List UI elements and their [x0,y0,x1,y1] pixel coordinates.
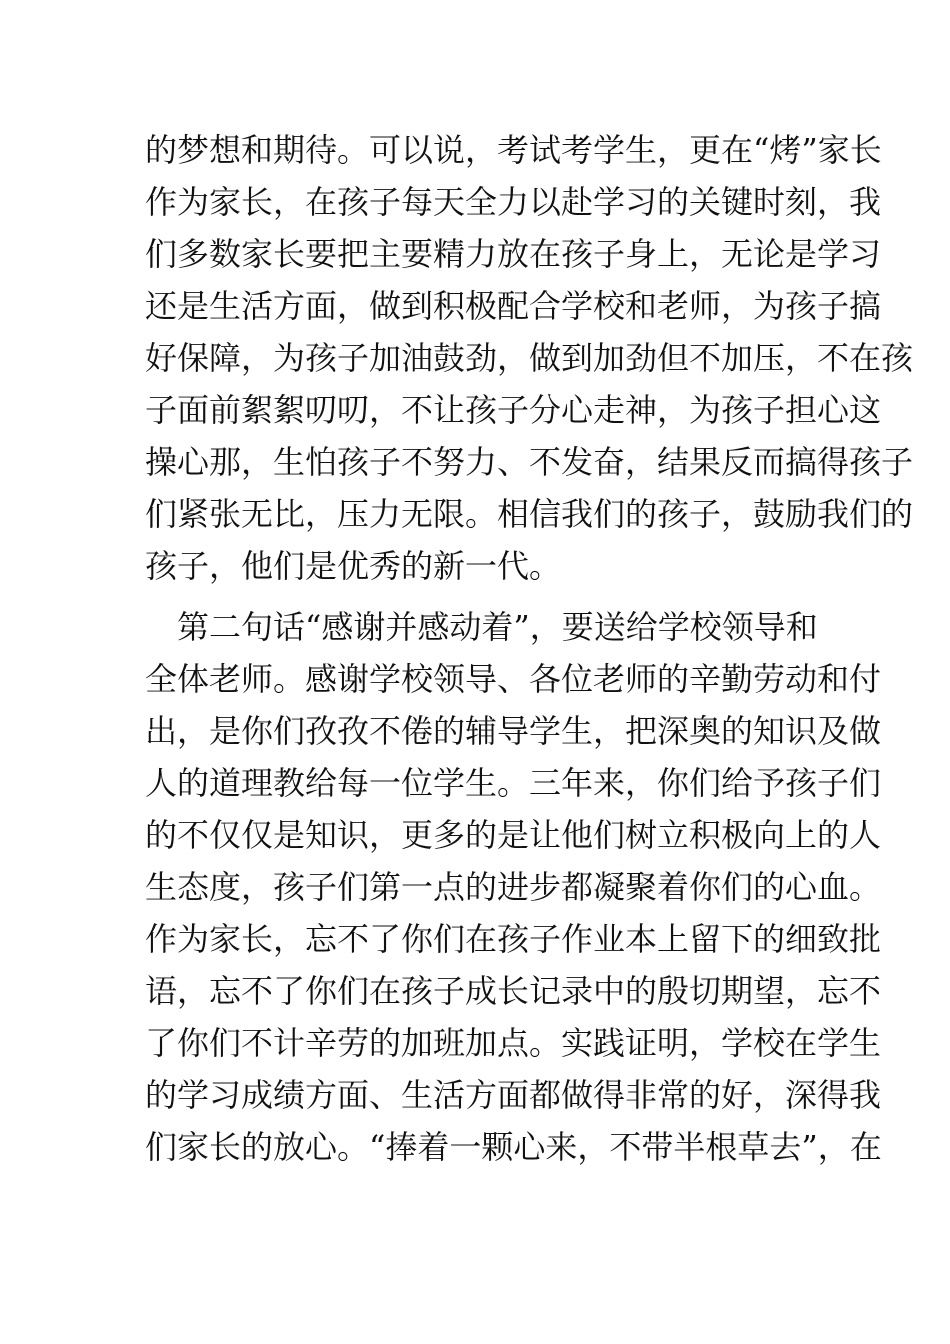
text-line: 出，是你们孜孜不倦的辅导学生，把深奥的知识及做 [145,712,882,750]
text-line: 们家长的放心。“捧着一颗心来，不带半根草去”，在 [145,1128,882,1166]
text-line: 了你们不计辛劳的加班加点。实践证明，学校在学生 [145,1024,882,1062]
text-line: 们紧张无比，压力无限。相信我们的孩子，鼓励我们的 [145,495,914,533]
text-line: 孩子，他们是优秀的新一代。 [145,547,562,585]
text-line: 人的道理教给每一位学生。三年来，你们给予孩子们 [145,764,882,802]
text-line: 操心那，生怕孩子不努力、不发奋，结果反而搞得孩子 [145,443,914,481]
text-line: 语，忘不了你们在孩子成长记录中的殷切期望，忘不 [145,972,882,1010]
text-line: 生态度，孩子们第一点的进步都凝聚着你们的心血。 [145,868,882,906]
paragraph-1 [145,124,914,592]
paragraph-2 [145,601,882,1173]
text-line: 全体老师。感谢学校领导、各位老师的辛勤劳动和付 [145,660,882,698]
text-line: 第二句话“感谢并感动着”，要送给学校领导和 [145,608,818,646]
text-line: 还是生活方面，做到积极配合学校和老师，为孩子搞 [145,287,882,325]
text-line: 的学习成绩方面、生活方面都做得非常的好，深得我 [145,1076,882,1114]
text-line: 子面前絮絮叨叨，不让孩子分心走神，为孩子担心这 [145,391,882,429]
text-line: 作为家长，忘不了你们在孩子作业本上留下的细致批 [145,920,882,958]
text-line: 好保障，为孩子加油鼓劲，做到加劲但不加压，不在孩 [145,339,914,377]
text-line: 的梦想和期待。可以说，考试考学生，更在“烤”家长 [145,131,882,169]
text-line: 的不仅仅是知识，更多的是让他们树立积极向上的人 [145,816,882,854]
text-line: 们多数家长要把主要精力放在孩子身上，无论是学习 [145,235,882,273]
text-line: 作为家长，在孩子每天全力以赴学习的关键时刻，我 [145,183,882,221]
